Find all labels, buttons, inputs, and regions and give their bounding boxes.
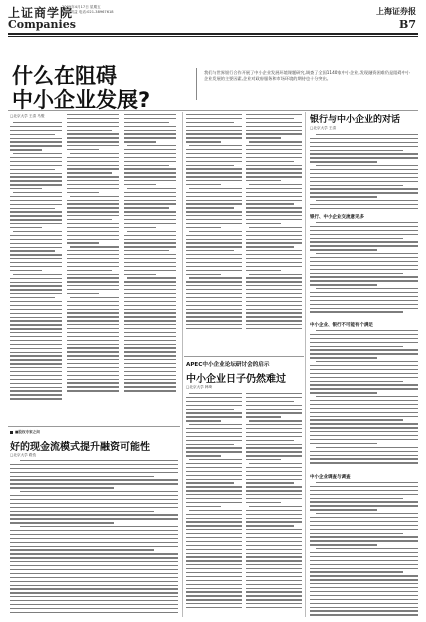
edition-label: 上海证券报: [376, 6, 416, 16]
headline-line-1: 什么在阻碍: [12, 64, 117, 88]
right-article-intro: [310, 134, 418, 214]
column-divider-left: [182, 112, 183, 617]
page-number: B7: [399, 18, 416, 31]
middle-column-2: [246, 114, 302, 352]
lead-divider: [196, 68, 197, 100]
main-headline: [12, 64, 182, 112]
middle-lower-column-2: [246, 393, 302, 615]
masthead-meta: [62, 5, 242, 14]
section-title: Companies: [8, 18, 76, 31]
lower-article-body: [10, 460, 178, 616]
middle-divider: [184, 356, 304, 357]
masthead-rule: [8, 33, 418, 35]
middle-article-byline: □北京大学 韩琦: [186, 385, 213, 389]
right-article-section-3: [310, 482, 418, 616]
article-byline: □北京大学 王清 马骏: [10, 114, 45, 118]
section-divider: [8, 110, 418, 111]
lead-paragraph: 我们与世界银行合作开展了中小企业发展环境课题研究,调查了全国1140家中小企业,发现融资困难仍是阻碍中小企业发展的主要因素,企业对政府服务和市场环境的期待也十分突出。: [204, 70, 410, 81]
middle-column-1: [186, 114, 242, 352]
left-lower-divider: [8, 426, 180, 427]
right-article-byline: □北京大学 王清: [310, 126, 337, 130]
masthead-rule-thin: [8, 36, 418, 37]
middle-lower-column-1: [186, 393, 242, 615]
right-article-title: 银行与中小企业的对话: [310, 115, 401, 125]
lower-article-title: 好的现金流模式提升融资可能性: [10, 442, 150, 453]
bullet-square-icon: [10, 431, 13, 434]
masthead-date: 2009年4月17日 星期五: [62, 5, 101, 9]
right-subheading-3: 中小企业调查与调查: [310, 475, 351, 480]
right-subheading-2: 中小企业、银行不可能有个满足: [310, 323, 373, 328]
right-article-section-2: [310, 330, 418, 470]
newspaper-name: 上证商学院: [8, 6, 74, 20]
middle-article-title: APEC中小企业论坛研讨会的启示: [186, 362, 270, 368]
article-column-1: [10, 122, 62, 422]
lower-article-byline: □北京大学 路孜: [10, 453, 37, 457]
lower-section-label: [10, 430, 40, 434]
right-article-section-1: [310, 222, 418, 318]
middle-article-subtitle: 中小企业日子仍然难过: [186, 374, 286, 385]
article-column-2: [67, 114, 119, 422]
article-column-3: [124, 114, 176, 422]
headline-line-2: 中小企业发展?: [12, 88, 151, 112]
column-divider-right: [305, 112, 306, 617]
masthead-editor: 编辑:刘益 电话:021-38967618: [62, 9, 114, 14]
lower-section-label-text: ■股权专家之问: [15, 430, 40, 434]
right-subheading-1: 银行、中小企业交流意见多: [310, 215, 364, 220]
